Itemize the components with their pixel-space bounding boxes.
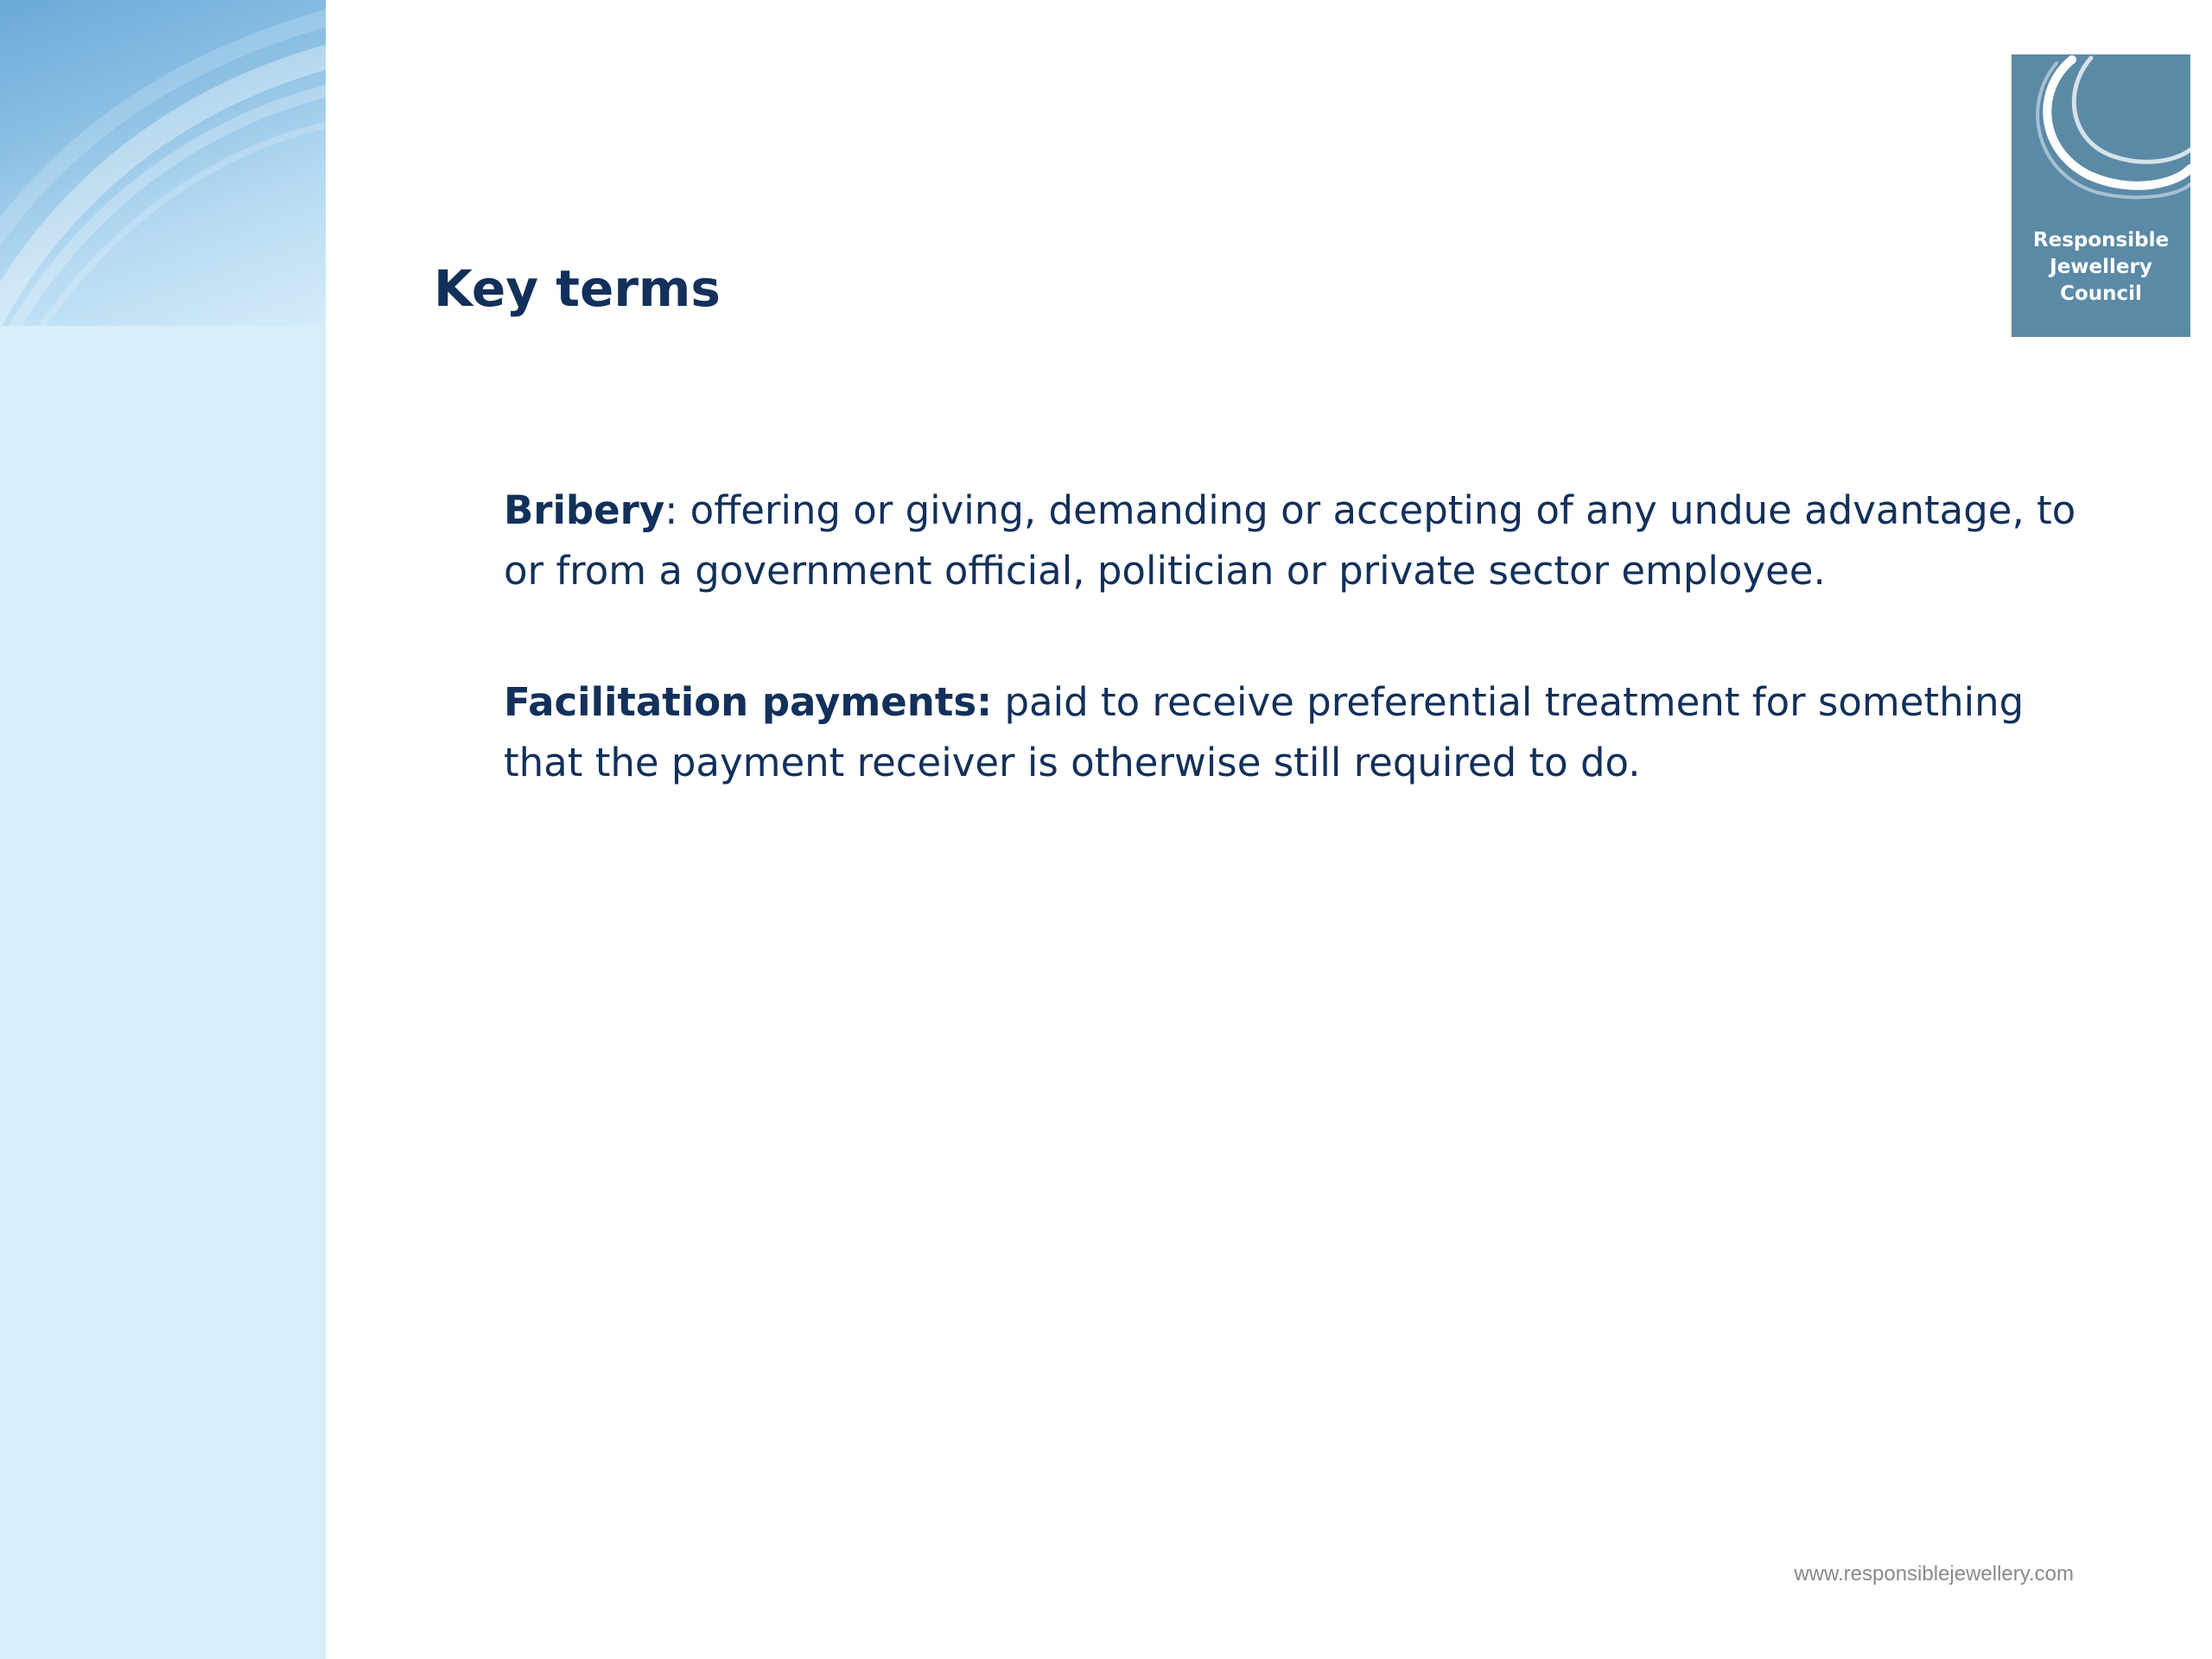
term-definition: offering or giving, demanding or accepting of any undue advantage, to or from a government official, politician or private sector employee. (504, 487, 2076, 594)
left-sidebar-band (0, 0, 326, 1659)
key-terms-list (504, 480, 2085, 864)
logo-wordmark (2012, 227, 2190, 308)
swoosh-decoration (0, 0, 326, 326)
slide-title: Key terms (434, 259, 721, 318)
term-definition: paid to receive preferential treatment for something that the payment receiver is otherwise still required to do. (504, 679, 2024, 785)
sidebar-decorative-header (0, 0, 326, 326)
term-name: Bribery (504, 487, 665, 533)
term-separator (992, 679, 1004, 725)
term-separator: : (664, 487, 690, 533)
rjc-logo (2012, 54, 2190, 337)
term-facilitation-payments (504, 672, 2085, 793)
logo-line: Responsible (2032, 229, 2170, 251)
term-name: Facilitation payments: (504, 679, 993, 725)
logo-line: Jewellery (2050, 256, 2152, 278)
term-bribery (504, 480, 2085, 601)
footer-website-url: www.responsiblejewellery.com (1794, 1562, 2074, 1586)
logo-line: Council (2060, 283, 2142, 305)
